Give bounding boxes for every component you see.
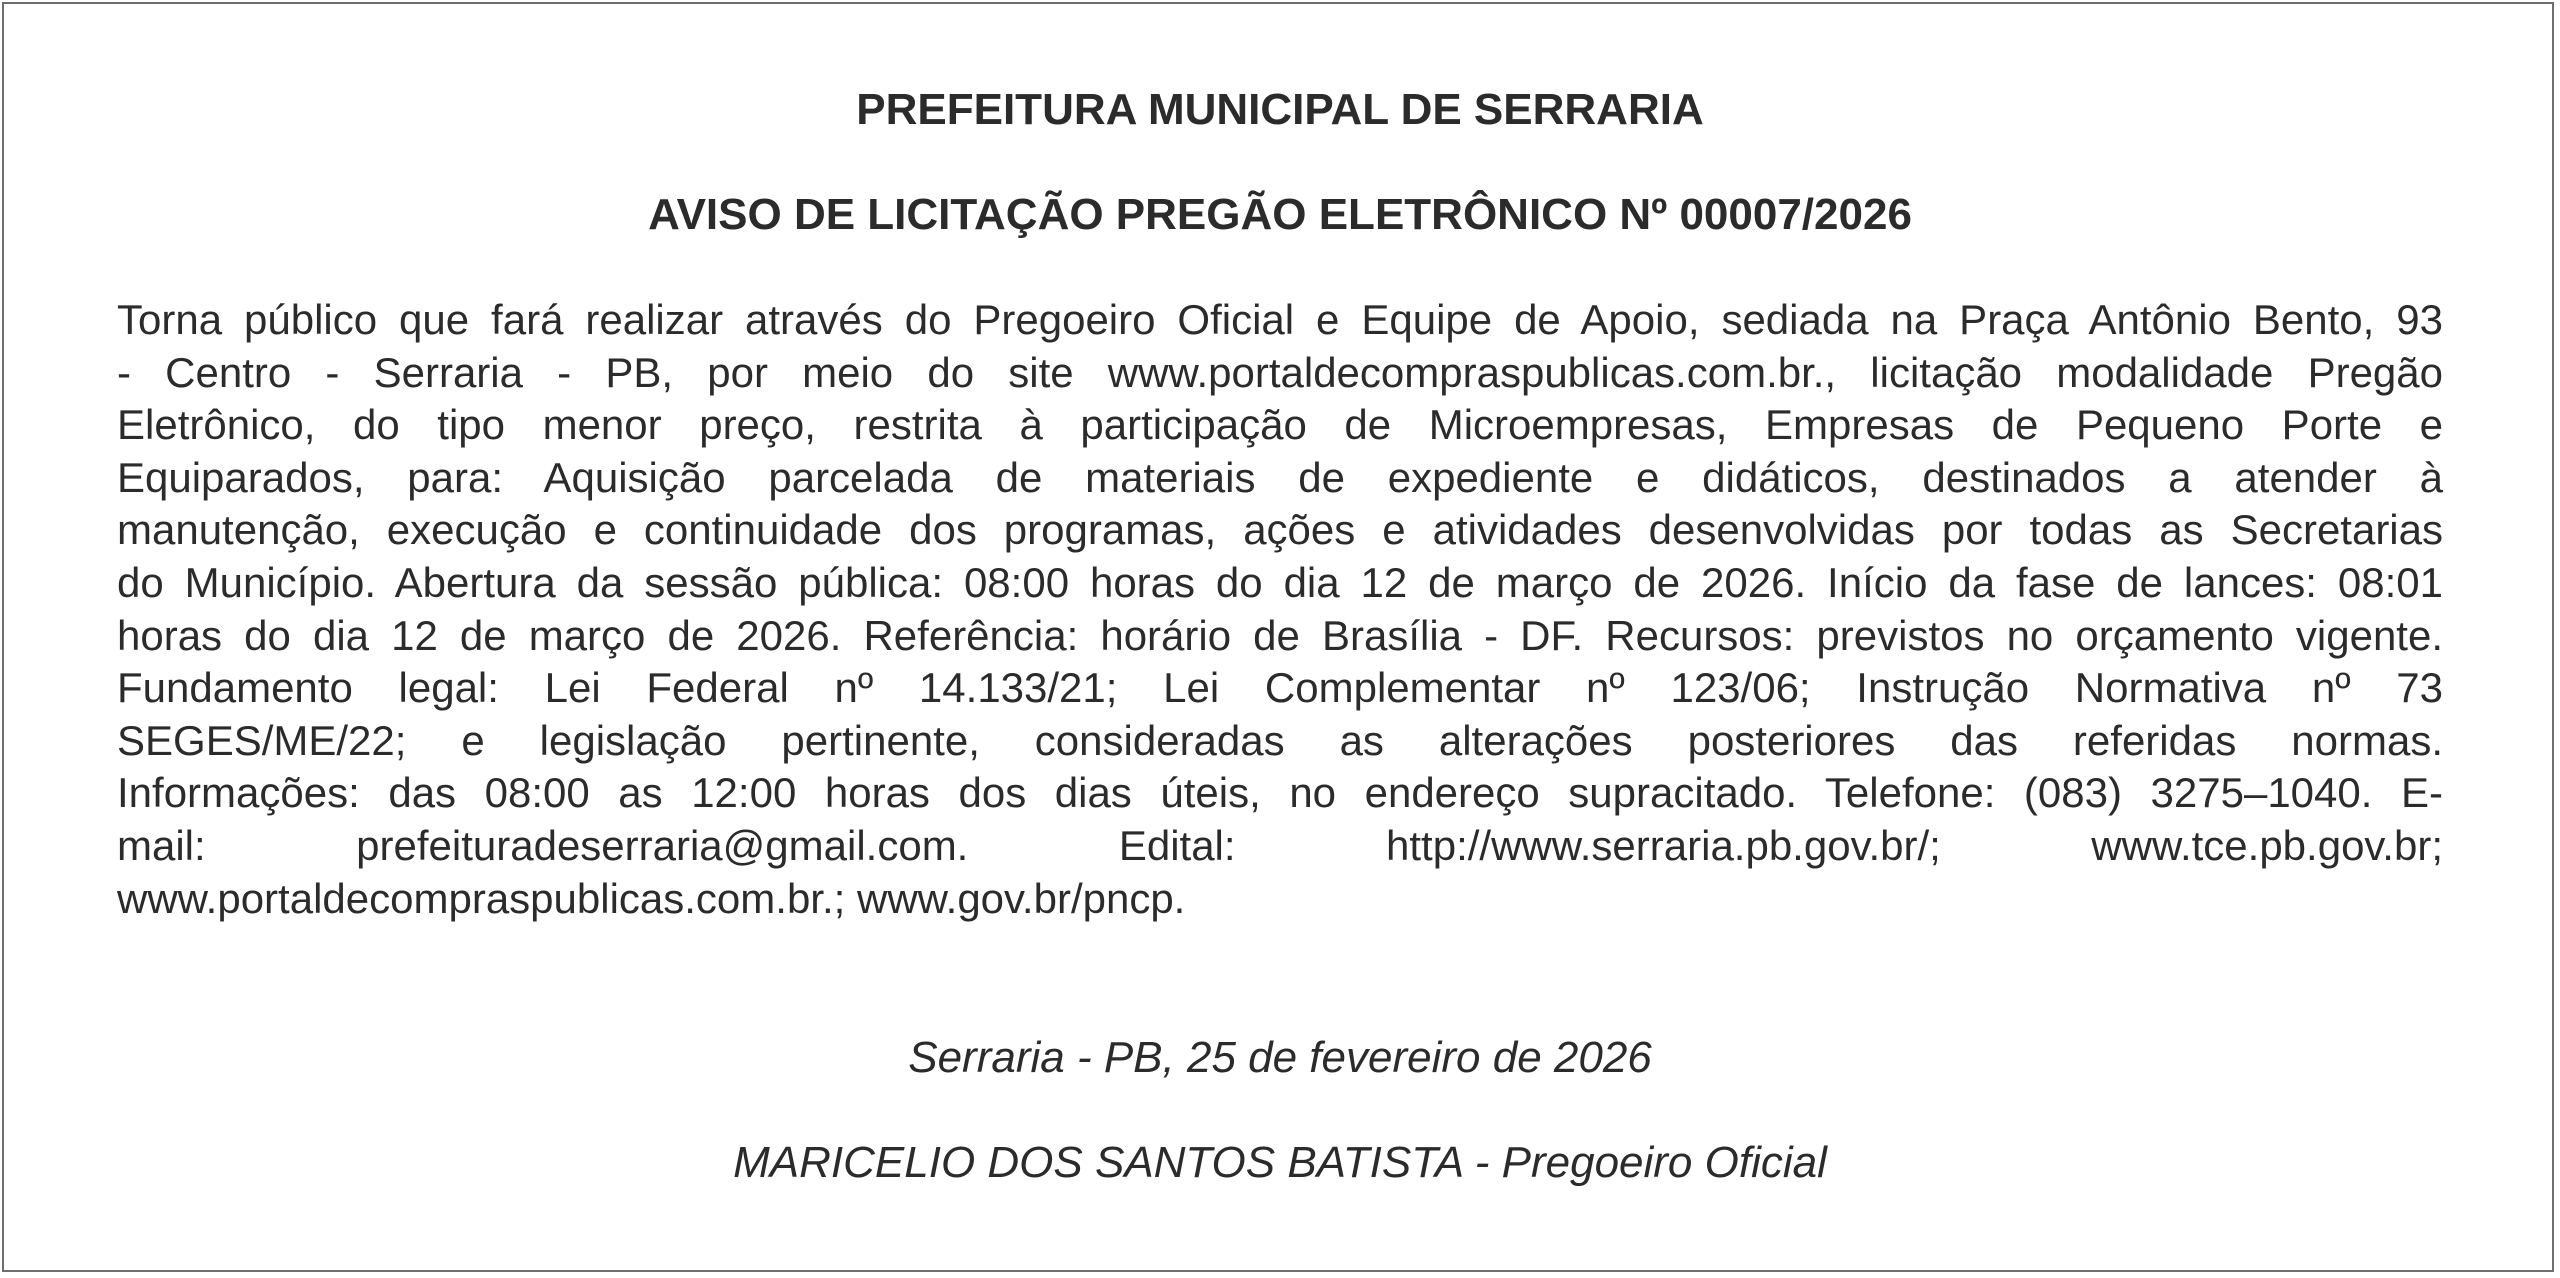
notice-title: AVISO DE LICITAÇÃO PREGÃO ELETRÔNICO Nº 00007/2026: [648, 190, 1912, 239]
body-line: mail: prefeituradeserraria@gmail.com. Edital: http://www.serraria.pb.gov.br/; www.tce.pb.gov.br;: [117, 821, 2443, 869]
body-line: manutenção, execução e continuidade dos programas, ações e atividades desenvolvidas por todas as Secretarias: [117, 506, 2443, 554]
body-line: Torna público que fará realizar através do Pregoeiro Oficial e Equipe de Apoio, sediada na Praça Antônio Bento, 93: [117, 296, 2443, 343]
body-line: Fundamento legal: Lei Federal nº 14.133/21; Lei Complementar nº 123/06; Instrução Normativa nº 73: [117, 664, 2443, 712]
notice-body: [117, 294, 2443, 925]
body-line: horas do dia 12 de março de 2026. Referência: horário de Brasília - DF. Recursos: previstos no orçamento vigente.: [117, 611, 2443, 659]
body-line: do Município. Abertura da sessão pública: 08:00 horas do dia 12 de março de 2026. Início da fase de lances: 08:01: [117, 558, 2443, 606]
body-line: Equiparados, para: Aquisição parcelada de materiais de expediente e didáticos, destinados a atender à: [117, 453, 2443, 501]
place-date: Serraria - PB, 25 de fevereiro de 2026: [908, 1033, 1652, 1082]
signature-line: MARICELIO DOS SANTOS BATISTA - Pregoeiro Oficial: [733, 1138, 1827, 1187]
organization-title: PREFEITURA MUNICIPAL DE SERRARIA: [856, 85, 1704, 134]
body-line: SEGES/ME/22; e legislação pertinente, consideradas as alterações posteriores das referidas normas.: [117, 716, 2443, 764]
body-line: Eletrônico, do tipo menor preço, restrita à participação de Microempresas, Empresas de Pequeno Porte e: [117, 401, 2443, 449]
body-line: Informações: das 08:00 as 12:00 horas dos dias úteis, no endereço supracitado. Telefone: (083) 3275–1040. E-: [117, 769, 2443, 817]
body-line: www.portaldecompraspublicas.com.br.; www.gov.br/pncp.: [117, 874, 1186, 922]
body-line: - Centro - Serraria - PB, por meio do site www.portaldecompraspublicas.com.br., licitação modalidade Pregão: [117, 348, 2443, 396]
